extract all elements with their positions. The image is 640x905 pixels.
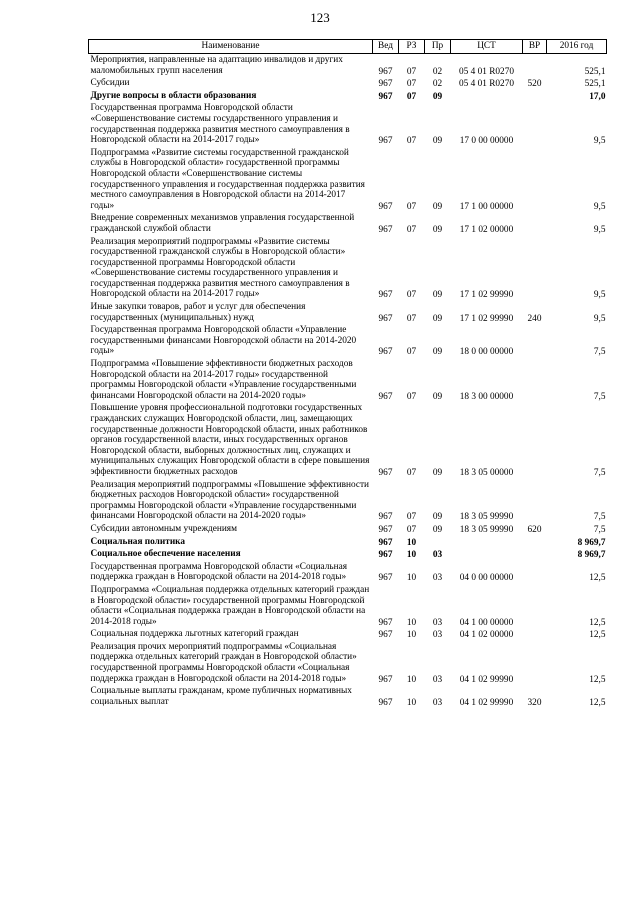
row-amount: 7,5	[593, 512, 606, 523]
row-ved: 967	[378, 537, 393, 548]
row-name: Субсидии	[90, 78, 130, 89]
row-amount: 9,5	[593, 136, 606, 147]
row-cst: 04 1 02 99990	[459, 674, 514, 685]
row-cst: 18 3 05 00000	[459, 467, 514, 478]
row-vr	[523, 479, 547, 523]
row-vr	[523, 402, 547, 478]
row-vr	[523, 324, 547, 358]
row-ved: 967	[378, 347, 393, 358]
row-amount: 12,5	[589, 573, 606, 584]
row-pr: 03	[432, 630, 443, 641]
row-pr: 03	[432, 573, 443, 584]
row-name: Подпрограмма «Повышение эффективности бюджетных расходов Новгородской области на 2014-2017 годы» государственной программы Новгородской области «Управление государственными финансами Новгородской области на 2014-2020 годы»	[90, 359, 357, 401]
table-row	[89, 90, 607, 103]
row-amount: 12,5	[589, 674, 606, 685]
row-pr: 09	[432, 91, 443, 102]
row-pr	[425, 536, 451, 549]
row-pr: 03	[432, 550, 443, 561]
row-rz: 07	[406, 524, 417, 535]
row-amount: 9,5	[593, 290, 606, 301]
row-ved: 967	[378, 79, 393, 90]
row-pr: 03	[432, 674, 443, 685]
row-vr	[523, 90, 547, 103]
table-row	[89, 236, 607, 302]
row-vr: 240	[527, 313, 542, 324]
row-amount: 8 969,7	[577, 537, 606, 548]
table-header-row	[89, 40, 607, 54]
row-pr: 09	[432, 524, 443, 535]
row-ved: 967	[378, 66, 393, 77]
row-pr: 09	[432, 391, 443, 402]
row-name: Иные закупки товаров, работ и услуг для обеспечения государственных (муниципальных) нужд	[90, 302, 306, 323]
row-rz: 10	[406, 630, 417, 641]
row-vr	[523, 536, 547, 549]
row-pr: 03	[432, 697, 443, 708]
row-pr: 09	[432, 290, 443, 301]
row-rz: 07	[406, 313, 417, 324]
row-rz: 10	[406, 617, 417, 628]
row-rz: 10	[406, 573, 417, 584]
row-cst: 18 0 00 00000	[459, 347, 514, 358]
row-rz: 10	[406, 697, 417, 708]
row-vr	[523, 641, 547, 685]
row-rz: 10	[406, 550, 417, 561]
row-amount: 8 969,7	[577, 550, 606, 561]
table-row	[89, 212, 607, 235]
row-amount: 12,5	[589, 697, 606, 708]
row-vr	[523, 236, 547, 302]
row-name: Реализация мероприятий подпрограммы «Развитие системы государственной гражданской службы в Новгородской области» государственной программы Новгородской области «Совершенствование системы государственного управления и государственная поддержка развития местного самоуправления в Новгородской области на 2014-2017 годы»	[90, 236, 350, 300]
table-row	[89, 358, 607, 402]
row-cst: 04 1 02 99990	[459, 697, 514, 708]
row-amount: 9,5	[593, 313, 606, 324]
row-name: Субсидии автономным учреждениям	[90, 523, 237, 534]
row-ved: 967	[378, 524, 393, 535]
table-row	[89, 584, 607, 628]
row-name: Повышение уровня профессиональной подготовки государственных гражданских служащих Новгородской области, лиц, замещающих государственные должности Новгородской области, иных работников органов государственной власти, иных государственных органов Новгородской области, выборных должностных лиц, служащих и муниципальных служащих Новгородской области в сфере повышения эффективности бюджетных расходов	[90, 403, 370, 477]
row-rz: 07	[406, 467, 417, 478]
row-ved: 967	[378, 512, 393, 523]
row-name: Государственная программа Новгородской области «Управление государственными финансами Новгородской области на 2014-2020 годы»	[90, 325, 357, 357]
row-amount: 525,1	[584, 79, 606, 90]
row-rz: 10	[406, 674, 417, 685]
budget-table	[88, 39, 607, 708]
header-name: Наименование	[89, 40, 373, 54]
row-vr	[523, 147, 547, 213]
row-pr: 09	[432, 313, 443, 324]
row-name: Подпрограмма «Социальная поддержка отдельных категорий граждан в Новгородской области» государственной программы Новгородской области «Социальная поддержка граждан в Новгородской области на 2014-2018 годы»	[90, 584, 370, 627]
row-vr	[523, 584, 547, 628]
row-pr: 09	[432, 136, 443, 147]
row-vr: 320	[527, 697, 542, 708]
row-vr	[523, 628, 547, 641]
row-rz: 07	[406, 347, 417, 358]
row-cst: 05 4 01 R0270	[458, 66, 514, 77]
row-cst	[451, 548, 523, 561]
table-row	[89, 548, 607, 561]
row-cst: 18 3 00 00000	[459, 391, 514, 402]
row-amount: 12,5	[589, 630, 606, 641]
row-amount: 7,5	[593, 347, 606, 358]
page-number: 123	[310, 10, 330, 25]
row-cst: 17 1 02 99990	[459, 313, 514, 324]
row-rz: 07	[406, 66, 417, 77]
row-rz: 07	[406, 224, 417, 235]
row-amount: 7,5	[593, 524, 606, 535]
table-row	[89, 147, 607, 213]
table-row	[89, 561, 607, 584]
row-name: Другие вопросы в области образования	[90, 90, 257, 101]
row-pr: 02	[432, 79, 443, 90]
row-cst: 17 1 02 99990	[459, 290, 514, 301]
table-row	[89, 479, 607, 523]
row-vr: 620	[527, 524, 542, 535]
header-pr: Пр	[425, 40, 451, 54]
row-ved: 967	[378, 136, 393, 147]
row-name: Мероприятия, направленные на адаптацию инвалидов и других маломобильных групп населения	[90, 55, 343, 76]
row-vr	[523, 358, 547, 402]
row-pr: 09	[432, 201, 443, 212]
row-vr	[523, 54, 547, 78]
row-amount: 9,5	[593, 224, 606, 235]
row-name: Государственная программа Новгородской области «Социальная поддержка граждан в Новгородской области на 2014-2018 годы»	[90, 561, 348, 583]
row-ved: 967	[378, 697, 393, 708]
row-ved: 967	[378, 201, 393, 212]
row-cst	[451, 90, 523, 103]
table-row	[89, 54, 607, 78]
row-amount: 7,5	[593, 467, 606, 478]
row-name: Реализация мероприятий подпрограммы «Повышение эффективности бюджетных расходов Новгородской области» государственной программы Новгородской области «Управление государственными финансами Новгородской области на 2014-2020 годы»	[90, 479, 369, 522]
row-rz: 07	[406, 391, 417, 402]
table-row	[89, 301, 607, 324]
row-ved: 967	[378, 630, 393, 641]
row-rz: 07	[406, 136, 417, 147]
row-pr: 09	[432, 224, 443, 235]
header-cst: ЦСТ	[451, 40, 523, 54]
row-ved: 967	[378, 290, 393, 301]
table-row	[89, 641, 607, 685]
row-vr	[523, 102, 547, 146]
row-name: Реализация прочих мероприятий подпрограммы «Социальная поддержка отдельных категорий граждан в Новгородской области» государственной программы Новгородской области «Социальная поддержка граждан в Новгородской области на 2014-2018 годы»	[90, 641, 357, 684]
table-row	[89, 102, 607, 146]
row-amount: 9,5	[593, 201, 606, 212]
row-cst: 17 0 00 00000	[459, 136, 514, 147]
row-pr: 09	[432, 512, 443, 523]
row-ved: 967	[378, 224, 393, 235]
row-pr: 09	[432, 467, 443, 478]
table-row	[89, 685, 607, 708]
row-cst: 17 1 02 00000	[459, 224, 514, 235]
table-row	[89, 402, 607, 478]
row-rz: 07	[406, 79, 417, 90]
row-ved: 967	[378, 674, 393, 685]
row-amount: 12,5	[589, 617, 606, 628]
row-name: Социальная политика	[90, 536, 186, 547]
row-rz: 07	[406, 290, 417, 301]
row-amount: 7,5	[593, 391, 606, 402]
row-cst: 04 0 00 00000	[459, 573, 514, 584]
row-ved: 967	[378, 91, 393, 102]
header-vr: ВР	[523, 40, 547, 54]
row-ved: 967	[378, 573, 393, 584]
row-ved: 967	[378, 467, 393, 478]
header-rz: РЗ	[399, 40, 425, 54]
row-ved: 967	[378, 617, 393, 628]
table-row	[89, 536, 607, 549]
row-ved: 967	[378, 313, 393, 324]
row-pr: 03	[432, 617, 443, 628]
table-body	[89, 54, 607, 709]
row-vr	[523, 212, 547, 235]
row-ved: 967	[378, 391, 393, 402]
table-row	[89, 324, 607, 358]
row-ved: 967	[378, 550, 393, 561]
row-cst: 17 1 00 00000	[459, 201, 514, 212]
row-cst: 18 3 05 99990	[459, 524, 514, 535]
table-row	[89, 523, 607, 536]
row-name: Подпрограмма «Развитие системы государственной гражданской службы в Новгородской области» государственной программы Новгородской области «Совершенствование системы государственного управления и государственная поддержка развития местного самоуправления в Новгородской области на 2014-2017 годы»	[90, 147, 365, 211]
row-amount: 17,0	[589, 91, 606, 102]
row-name: Социальное обеспечение населения	[90, 549, 241, 560]
row-pr: 09	[432, 347, 443, 358]
row-name: Социальная поддержка льготных категорий граждан	[90, 629, 299, 640]
row-name: Внедрение современных механизмов управления государственной гражданской службой области	[90, 213, 355, 234]
header-sum: 2016 год	[547, 40, 607, 54]
row-rz: 07	[406, 201, 417, 212]
row-vr: 520	[527, 79, 542, 90]
header-ved: Вед	[373, 40, 399, 54]
table-row	[89, 628, 607, 641]
row-amount: 525,1	[584, 66, 606, 77]
row-pr: 02	[432, 66, 443, 77]
row-rz: 07	[406, 512, 417, 523]
row-cst: 05 4 01 R0270	[458, 79, 514, 90]
row-vr	[523, 561, 547, 584]
table-row	[89, 77, 607, 90]
row-vr	[523, 548, 547, 561]
row-cst	[451, 536, 523, 549]
row-rz: 10	[406, 537, 417, 548]
row-cst: 04 1 00 00000	[459, 617, 514, 628]
row-name: Социальные выплаты гражданам, кроме публичных нормативных социальных выплат	[90, 686, 352, 707]
row-rz: 07	[406, 91, 417, 102]
row-cst: 18 3 05 99990	[459, 512, 514, 523]
row-cst: 04 1 02 00000	[459, 630, 514, 641]
row-name: Государственная программа Новгородской области «Совершенствование системы государственного управления и государственная поддержка развития местного самоуправления в Новгородской области на 2014-2017 годы»	[90, 103, 350, 146]
